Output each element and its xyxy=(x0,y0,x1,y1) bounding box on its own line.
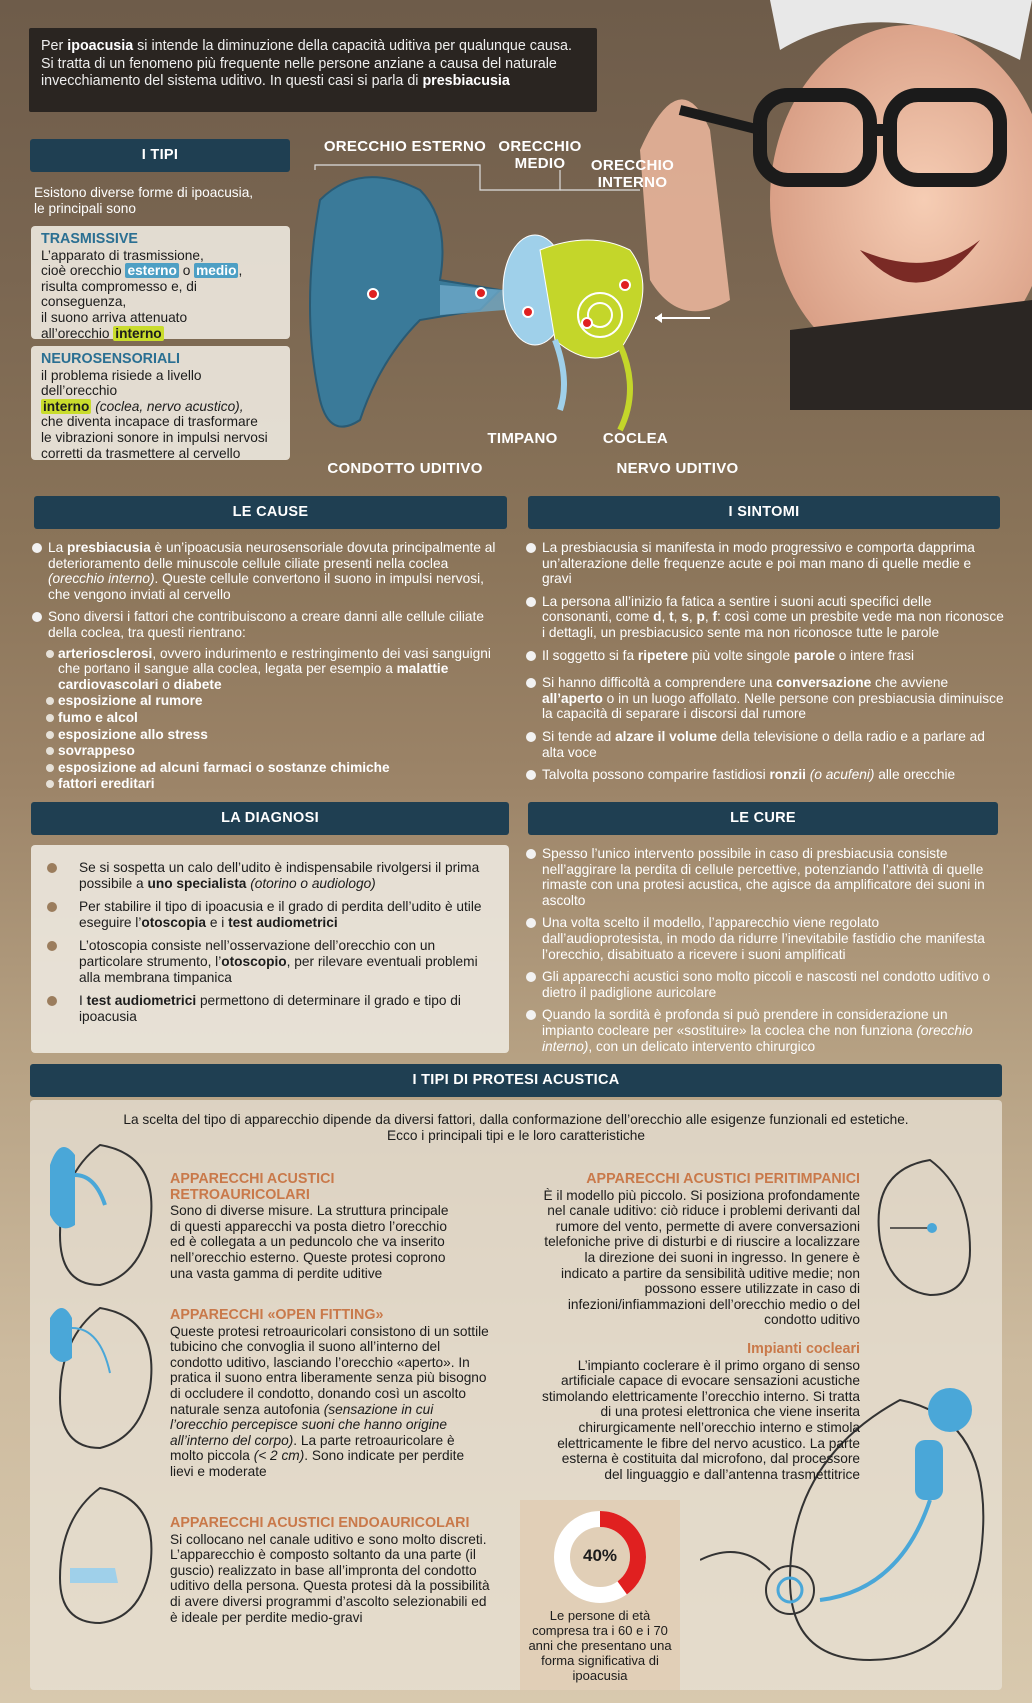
label-condotto-uditivo: CONDOTTO UDITIVO xyxy=(327,460,483,477)
intro-text: si intende la diminuzione della capacità uditiva per qualunque causa. xyxy=(133,38,572,54)
stat-box xyxy=(520,1500,680,1690)
panel-trasmissive: TRASMISSIVE L’apparato di trasmissione, cioè orecchio esterno o medio , risulta compromesso e, di conseguenza, il suono arriva attenuato all’orecchio interno xyxy=(31,226,290,339)
section-header-protesi: I TIPI DI PROTESI ACUSTICA xyxy=(30,1064,1002,1097)
retro-title: APPARECCHI ACUSTICI RETROAURICOLARI xyxy=(170,1171,335,1203)
peri-title: APPARECCHI ACUSTICI PERITIMPANICI xyxy=(586,1171,860,1187)
list-item: Gli apparecchi acustici sono molto piccoli e nascosti nel condotto uditivo o dietro il padiglione auricolare xyxy=(524,969,1002,1000)
cause-content xyxy=(30,540,508,793)
intro-text: Per xyxy=(41,38,68,54)
list-item: Quando la sordità è profonda si può prendere in considerazione un impianto cocleare per «sostituire» la coclea che non funziona (orecchio interno), con un delicato intervento chirurgico xyxy=(524,1007,1002,1054)
label-timpano: TIMPANO xyxy=(487,430,558,447)
stat-value: 40% xyxy=(582,1546,618,1565)
intro-keyword: ipoacusia xyxy=(67,38,134,54)
list-item: esposizione ad alcuni farmaci o sostanze chimiche xyxy=(42,760,508,776)
open-fitting-ear-illustration xyxy=(40,1298,170,1458)
endo-title: APPARECCHI ACUSTICI ENDOAURICOLARI xyxy=(170,1515,470,1531)
label-coclea: COCLEA xyxy=(602,430,669,447)
retroauricolare-ear-illustration xyxy=(40,1135,170,1295)
sintomi-content xyxy=(524,540,1004,790)
peri-block: APPARECCHI ACUSTICI PERITIMPANICI È il modello più piccolo. Si posiziona profondamente nel canale uditivo: ciò riduce i problemi derivanti dal rumore del vento, permette di avere conversazioni telefoniche prive di disturbi e di riuscire a localizzare la direzione dei suoni in ingresso. In genere è indicato a partire da sensibilità uditive medie; non possono essere utilizzate in caso di infezioni/infiammazioni dell’orecchio medio o del condotto uditivo xyxy=(540,1172,860,1328)
intro-text: invecchiamento del sistema uditivo. In questi casi si parla di xyxy=(41,73,423,89)
cocleari-block: Impianti cocleari L’impianto coclerare è il primo organo di senso artificiale capace di evocare sensazioni acustiche stimolando elettricamente l’orecchio interno. Si tratta di una protesi elettronica che viene inserita chirurgicamente nell’orecchio interno e stimola elettricamente le fibre del nervo acustico. La parte esterna è costituita dal microfono, dal processore del linguaggio e dall’antenna trasmettitrice xyxy=(541,1341,860,1482)
ear-anatomy-diagram xyxy=(300,160,730,460)
trasmissive-title: TRASMISSIVE xyxy=(41,231,138,247)
section-header-tipi: I TIPI xyxy=(30,139,290,172)
list-item: Spesso l’unico intervento possibile in caso di presbiacusia consiste nell’aggirare la perdita di cellule percettive, potenziando l’attività di quelle rimaste con una protesi acustica, che agisce da amplificatore dei suoni in ascolto xyxy=(524,846,1002,908)
list-item: Si tende ad alzare il volume della televisione o della radio e a parlare ad alta voce xyxy=(524,729,1004,760)
label-orecchio-medio: ORECCHIO MEDIO xyxy=(498,138,582,172)
list-item: arteriosclerosi, ovvero indurimento e restringimento dei vasi sanguigni che portano il sangue alla coclea, legata per esempio a malattie cardiovascolari o diabete xyxy=(42,646,508,693)
section-header-cure: LE CURE xyxy=(528,802,998,835)
highlight-interno: interno xyxy=(43,398,90,414)
panel-neurosensoriali: NEUROSENSORIALI il problema risiede a livello dell’orecchio interno (coclea, nervo acustico), che diventa incapace di trasformare le vibrazioni sonore in impulsi nervosi corretti da trasmettere al cervello xyxy=(31,346,290,460)
neuro-title: NEUROSENSORIALI xyxy=(41,351,181,367)
diagnosi-panel xyxy=(31,845,509,1053)
tipi-intro: Esistono diverse forme di ipoacusia, le principali sono xyxy=(34,185,254,216)
endoauricolare-ear-illustration xyxy=(40,1478,170,1628)
cure-content xyxy=(524,846,1002,1061)
list-item: sovrappeso xyxy=(42,743,508,759)
label-nervo-uditivo: NERVO UDITIVO xyxy=(616,460,739,477)
list-item: Talvolta possono comparire fastidiosi ronzii (o acufeni) alle orecchie xyxy=(524,767,1004,783)
section-header-diagnosi: LA DIAGNOSI xyxy=(31,802,509,835)
intro-keyword: presbiacusia xyxy=(422,73,510,89)
highlight-interno: interno xyxy=(115,325,162,341)
list-item: La presbiacusia è un’ipoacusia neurosensoriale dovuta principalmente al deterioramento delle minuscole cellule ciliate presenti nella coclea (orecchio interno). Queste cellule convertono il suono in impulsi nervosi, che vengono inviati al cervello xyxy=(30,540,508,602)
list-item: Si hanno difficoltà a comprendere una conversazione che avviene all’aperto o in un luogo affollato. Nelle persone con presbiacusia diminuisce la capacità di separare i discorsi dal rumore xyxy=(524,675,1004,722)
list-item: Per stabilire il tipo di ipoacusia e il grado di perdita dell’udito è utile eseguire l’otoscopia e i test audiometrici xyxy=(45,899,495,930)
protesi-intro: La scelta del tipo di apparecchio dipende da diversi fattori, dalla conformazione dell’orecchio alle esigenze funzionali ed estetiche. Ecco i principali tipi e le loro caratteristiche xyxy=(123,1112,909,1143)
section-header-sintomi: I SINTOMI xyxy=(528,496,1000,529)
list-item: I test audiometrici permettono di determinare il grado e tipo di ipoacusia xyxy=(45,993,495,1024)
list-item: Una volta scelto il modello, l’apparecchio viene regolato dall’audioprotesista, in modo da ridurre l’inevitabile fastidio che manifesta l’orecchio, disabituato a ricevere i suoni amplificati xyxy=(524,915,1002,962)
retro-block: APPARECCHI ACUSTICI RETROAURICOLARI Sono di diverse misure. La struttura principale di questi apparecchi va posta dietro l’orecchio ed è collegata a un peduncolo che va inserito nell’orecchio esterno. Queste protesi coprono una vasta gamma di perdite uditive xyxy=(170,1172,460,1281)
label-orecchio-interno: ORECCHIO INTERNO xyxy=(590,157,675,191)
stat-caption: Le persone di età compresa tra i 60 e i 70 anni che presentano una forma significativa di ipoacusia xyxy=(528,1608,672,1683)
highlight-medio: medio xyxy=(196,263,237,279)
list-item: Il soggetto si fa ripetere più volte singole parole o intere frasi xyxy=(524,648,1004,664)
list-item: esposizione allo stress xyxy=(42,727,508,743)
list-item: Sono diversi i fattori che contribuiscono a creare danni alle cellule ciliate della coclea, tra questi rientrano: xyxy=(30,609,508,640)
label-orecchio-esterno: ORECCHIO ESTERNO xyxy=(323,138,487,155)
open-title: APPARECCHI «OPEN FITTING» xyxy=(170,1307,384,1323)
highlight-esterno: esterno xyxy=(127,263,177,279)
section-header-cause: LE CAUSE xyxy=(34,496,507,529)
list-item: La persona all’inizio fa fatica a sentire i suoni acuti specifici delle consonanti, come d, t, s, p, f: così come un presbite vede ma non riconosce i dettagli, un presbiacusico sente ma non riconosce tutte le parole xyxy=(524,594,1004,641)
list-item: fumo e alcol xyxy=(42,710,508,726)
intro-text: Si tratta di un fenomeno più frequente nelle persone anziane a causa del naturale xyxy=(41,55,557,72)
cocleari-title: Impianti cocleari xyxy=(747,1341,860,1357)
list-item: fattori ereditari xyxy=(42,776,508,792)
list-item: La presbiacusia si manifesta in modo progressivo e comporta dapprima un’alterazione delle frequenze acute e poi man mano di quelle medie e gravi xyxy=(524,540,1004,587)
endo-block: APPARECCHI ACUSTICI ENDOAURICOLARI Si collocano nel canale uditivo e sono molto discreti. L’apparecchio è composto soltanto da una parte (il guscio) realizzato in base all’impronta del condotto uditivo della persona. Questa protesi dà la possibilità di avere diversi programmi d’ascolto selezionabili ed è ideale per perdite medio-gravi xyxy=(170,1515,490,1625)
list-item: Se si sospetta un calo dell’udito è indispensabile rivolgersi il prima possibile a uno specialista (otorino o audiologo) xyxy=(45,860,495,891)
intro-box xyxy=(29,28,597,112)
list-item: esposizione al rumore xyxy=(42,693,508,709)
peritimpanico-ear-illustration xyxy=(870,1150,990,1300)
list-item: L’otoscopia consiste nell’osservazione dell’orecchio con un particolare strumento, l’otoscopio, per rilevare eventuali problemi alla membrana timpanica xyxy=(45,938,495,985)
open-fitting-block: APPARECCHI «OPEN FITTING» Queste protesi retroauricolari consistono di un sottile tubicino che convoglia il suono all’interno del condotto uditivo, lasciando l’orecchio «aperto». In pratica il suono entra liberamente senza più bisogno di occludere il condotto, donando così un ascolto naturale senza autofonia (sensazione in cui l’orecchio percepisce suoni che hanno origine all’interno del corpo). La parte retroauricolare è molto piccola (< 2 cm). Sono indicate per perdite lievi e moderate xyxy=(170,1307,489,1479)
